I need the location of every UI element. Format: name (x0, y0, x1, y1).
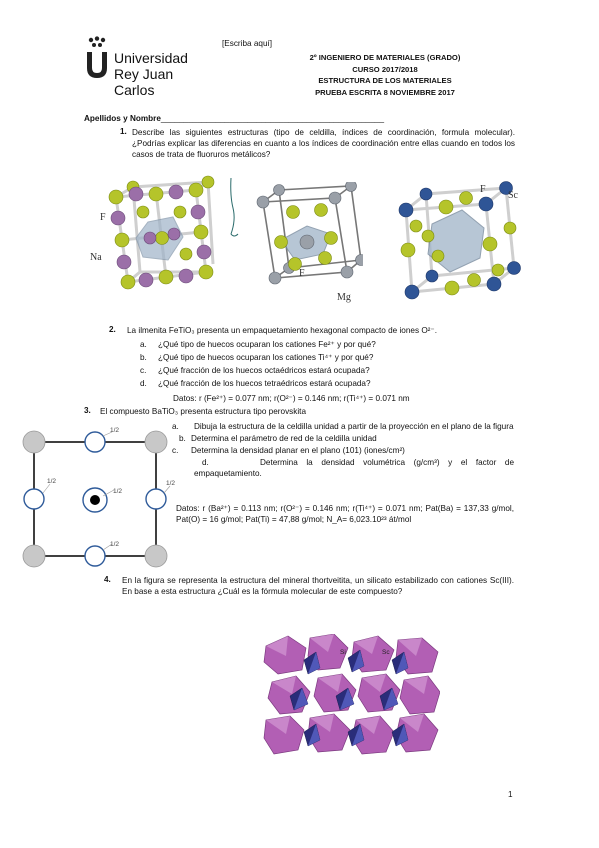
question-2-item-c (140, 365, 520, 378)
university-name-line1: Universidad (114, 50, 188, 66)
course-info-line: CURSO 2017/2018 (352, 64, 418, 74)
scf3-structure-figure (388, 180, 524, 310)
question-2-item-d (140, 378, 520, 391)
page-number: 1 (508, 790, 513, 799)
course-info-line: 2º INGENIERO DE MATERIALES (GRADO) (309, 53, 461, 62)
question-2-items (140, 339, 520, 391)
question-3-data: Datos: r (Ba²⁺) = 0.113 nm; r(O²⁻) = 0.146 nm; r(Ti⁴⁺) = 0.071 nm; Pat(Ba) = 137,33 g/mol, Pat(O) = 16 g/mol; Pat(Ti) = 47,88 g/mol; N_A= 6,023.10²³ át/mol (176, 504, 514, 524)
fluorine-label: F (480, 184, 486, 195)
item-text: Determina la densidad planar en el plano (101) (iones/cm²) (191, 446, 405, 455)
question-3-intro: El compuesto BaTiO₃ presenta estructura tipo perovskita (100, 407, 306, 416)
name-field (84, 113, 524, 124)
half-label: 1/2 (47, 478, 57, 485)
question-2-item-a (140, 339, 520, 352)
question-3-item-c (172, 445, 514, 456)
item-text: Determina la densidad volumétrica (g/cm³) y el factor de empaquetamiento. (194, 458, 514, 478)
silicon-label: Si (340, 649, 346, 656)
thortveitite-structure-figure (262, 634, 440, 756)
item-letter: b. (140, 353, 147, 362)
item-text: Determina el parámetro de red de la celdilla unidad (191, 434, 377, 443)
question-3-items (172, 421, 514, 479)
item-text: ¿Qué fracción de los huecos tetraédricos estará ocupada? (158, 379, 371, 388)
magnesium-label: Mg (337, 292, 351, 303)
question-4-number: 4. (104, 575, 111, 584)
question-2-item-b (140, 352, 520, 365)
question-3-number: 3. (84, 406, 91, 415)
item-letter: d. (140, 379, 147, 388)
name-field-line: _________________________________________________ (160, 114, 385, 123)
pen-mark (225, 176, 241, 240)
half-label: 1/2 (166, 480, 176, 487)
scandium-label: Sc (382, 649, 390, 656)
item-letter: b. (179, 434, 186, 443)
item-letter: c. (140, 366, 147, 375)
question-4-text: En la figura se representa la estructura del mineral thortveitita, un silicato estabilizado con cationes Sc(III). En base a esta estructura ¿Cuál es la fórmula molecular de este compuesto? (122, 576, 514, 596)
question-1-text: Describe las siguientes estructuras (tipo de celdilla, índices de coordinación, formula molecular). ¿Podrías explicar las diferencias en cuanto a los índices de coordinación entre ellas cuando en todos los casos de trata de fluoruros metálicos? (132, 128, 515, 159)
course-info-line: ESTRUCTURA DE LOS MATERIALES (318, 76, 452, 85)
university-name-line2: Rey Juan Carlos (114, 66, 174, 98)
course-info-line: PRUEBA ESCRITA 8 NOVIEMBRE 2017 (315, 87, 455, 97)
naf-structure-figure (88, 172, 223, 312)
question-3-item-a (172, 421, 514, 432)
item-text: ¿Qué tipo de huecos ocuparan los cationes Ti⁴⁺ y por qué? (158, 353, 374, 362)
header-placeholder: [Escriba aquí] (222, 39, 273, 48)
sodium-label: Na (90, 252, 102, 263)
university-logo (84, 36, 214, 98)
question-2-intro: La ilmenita FeTiO₃ presenta un empaquetamiento hexagonal compacto de iones O²⁻. (127, 326, 438, 335)
name-field-label: Apellidos y Nombre (84, 114, 161, 123)
item-letter: a. (172, 422, 179, 431)
item-text: ¿Qué tipo de huecos ocuparan los cationes Fe²⁺ y por qué? (158, 340, 376, 349)
question-2-number: 2. (109, 325, 116, 334)
item-letter: a. (140, 340, 147, 349)
perovskite-projection-diagram (20, 424, 180, 574)
question-3-item-b (172, 433, 514, 444)
question-3-item-d (172, 457, 514, 479)
fluorine-label: F (100, 212, 106, 223)
item-letter: c. (172, 446, 179, 455)
question-1-number: 1. (120, 127, 127, 136)
course-info (270, 52, 500, 98)
half-label: 1/2 (110, 541, 120, 548)
half-label: 1/2 (110, 427, 120, 434)
university-emblem-icon (84, 36, 110, 80)
mgf2-structure-figure (243, 182, 363, 312)
half-label: 1/2 (113, 488, 123, 495)
fluorine-label: F (299, 268, 305, 279)
item-text: ¿Qué fracción de los huecos octaédricos estará ocupada? (158, 366, 370, 375)
item-letter: d. (202, 458, 209, 467)
scandium-label: Sc (508, 190, 518, 201)
question-2-data: Datos: r (Fe²⁺) = 0.077 nm; r(O²⁻) = 0.146 nm; r(Ti⁴⁺) = 0.071 nm (173, 394, 410, 403)
item-text: Dibuja la estructura de la celdilla unidad a partir de la proyección en el plano de la figura (194, 422, 514, 431)
